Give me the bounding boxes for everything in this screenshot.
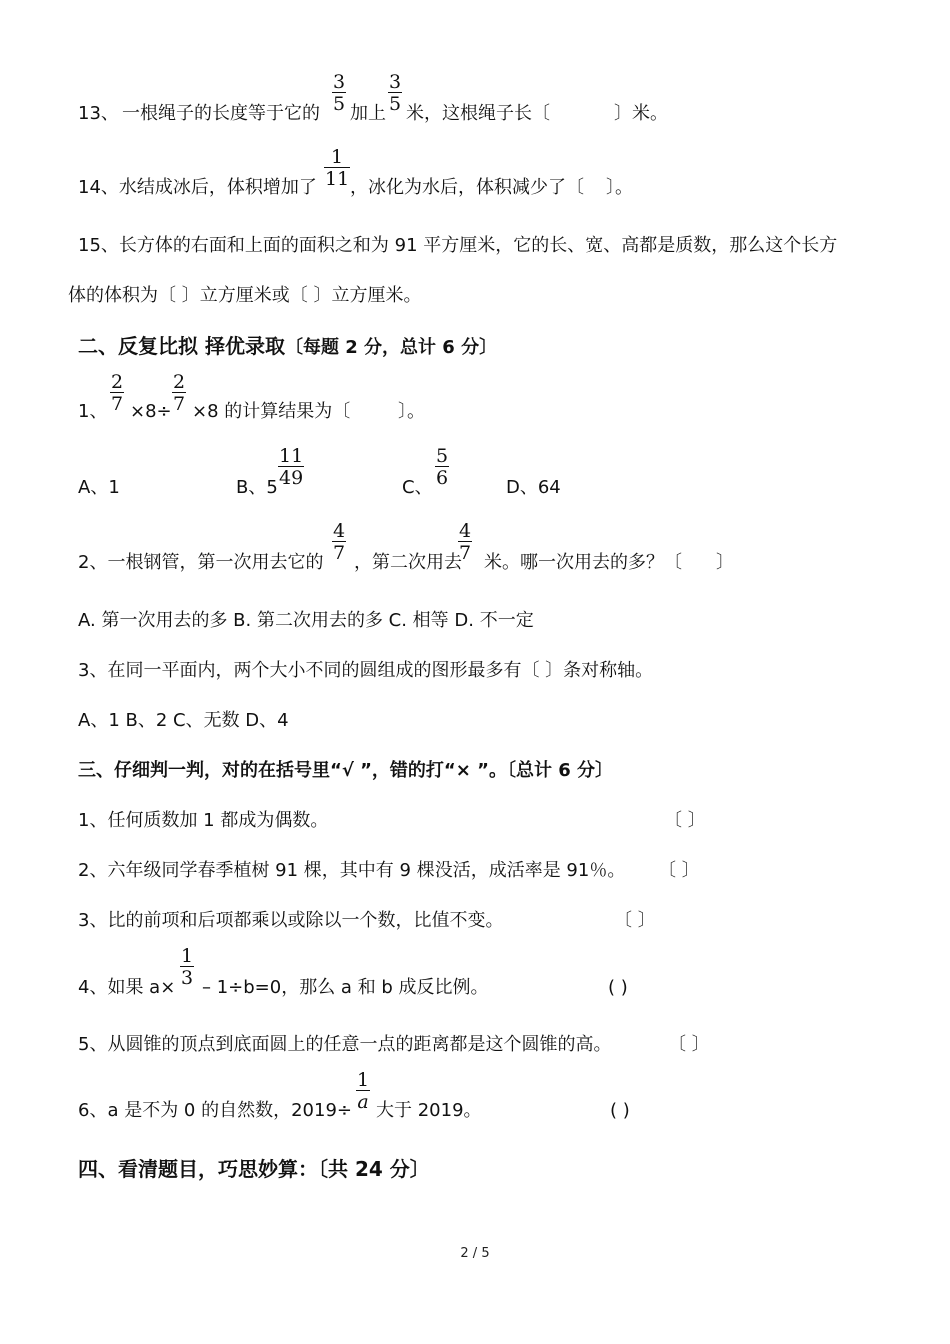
s2q2-text-b: ，第二次用去: [354, 552, 462, 573]
numerator: 2: [173, 371, 186, 393]
s3q6-answer-bracket: ( ): [610, 1100, 630, 1121]
q15-line-2: 体的体积为〔 〕立方厘米或〔 〕立方厘米。: [68, 285, 422, 306]
s2q1-fraction-2: [172, 372, 186, 415]
section-4-heading: 四、看清题目，巧思妙算：〔共 24 分〕: [78, 1157, 430, 1181]
denominator: a: [357, 1091, 369, 1113]
s3q3-text: 3、比的前项和后项都乘以或除以一个数，比值不变。: [78, 910, 504, 931]
denominator: 7: [111, 393, 124, 415]
denominator: 49: [279, 467, 304, 489]
numerator: 1: [357, 1069, 370, 1091]
denominator: 6: [436, 467, 449, 489]
s2q2-text-c: 米。哪一次用去的多？〔: [484, 552, 682, 573]
s2q1-number: 1、: [78, 401, 108, 422]
s2q3-text: 3、在同一平面内，两个大小不同的圆组成的图形最多有〔 〕条对称轴。: [78, 660, 654, 681]
numerator: 3: [389, 71, 402, 93]
s2q2-text-d: 〕: [716, 552, 734, 573]
q14-text-a: 14、水结成冰后，体积增加了: [78, 177, 317, 198]
s2q1-text-c: ×8 的计算结果为〔: [192, 401, 351, 422]
s3q4-text-b: – 1÷b=0，那么 a 和 b 成反比例。: [202, 977, 489, 998]
q13-text-c: 米，这根绳子长〔: [406, 103, 550, 124]
denominator: 5: [389, 93, 402, 115]
s2q2-fraction-2: [458, 521, 472, 564]
s3q4-fraction: [180, 946, 194, 989]
s3q5-text: 5、从圆锥的顶点到底面圆上的任意一点的距离都是这个圆锥的高。: [78, 1034, 612, 1055]
s3q3-answer-bracket: 〔 〕: [614, 910, 656, 931]
denominator: 3: [181, 967, 194, 989]
section-2-title: 二、反复比拟 择优录取: [78, 334, 285, 358]
s2q1-text-d: 〕。: [398, 401, 425, 422]
q15-line-1: 15、长方体的右面和上面的面积之和为 91 平方厘米，它的长、宽、高都是质数，那么这个长方: [78, 235, 838, 256]
numerator: 4: [459, 520, 472, 542]
numerator: 5: [436, 445, 449, 467]
s3q4-text-a: 4、如果 a×: [78, 977, 176, 998]
s2q2-text-a: 2、一根钢管，第一次用去它的: [78, 552, 324, 573]
numerator: 3: [333, 71, 346, 93]
s2q1-option-d: D、64: [506, 477, 561, 498]
q14-text-c: 〕。: [606, 177, 633, 198]
s2q1-option-b-fraction: [278, 446, 304, 489]
numerator: 1: [181, 945, 194, 967]
section-2-note: 〔每题 2 分，总计 6 分〕: [284, 337, 498, 358]
page-number: 2 / 5: [460, 1246, 490, 1261]
s3q6-fraction: [356, 1070, 370, 1113]
s3q2-text: 2、六年级同学春季植树 91 棵，其中有 9 棵没活，成活率是 91％。: [78, 860, 626, 881]
q13-number: 13、: [78, 103, 119, 124]
denominator: 7: [173, 393, 186, 415]
s3q6-text-b: 大于 2019。: [376, 1100, 482, 1121]
s3q1-answer-bracket: 〔 〕: [664, 810, 706, 831]
denominator: 11: [325, 168, 350, 190]
s2q1-option-c: C、: [402, 477, 433, 498]
s3q1-text: 1、任何质数加 1 都成为偶数。: [78, 810, 329, 831]
s3q4-answer-bracket: ( ): [608, 977, 628, 998]
numerator: 11: [279, 445, 304, 467]
q13-text-b: 加上: [350, 103, 386, 124]
s2q3-options: A、1 B、2 C、无数 D、4: [78, 710, 289, 731]
s2q1-option-c-fraction: [435, 446, 449, 489]
q13-fraction-1: [332, 72, 346, 115]
s3q5-answer-bracket: 〔 〕: [668, 1034, 710, 1055]
denominator: 7: [333, 542, 346, 564]
q13-text-d: 〕米。: [614, 103, 668, 124]
s2q1-option-a: A、1: [78, 477, 120, 498]
denominator: 5: [333, 93, 346, 115]
s2q2-options: A. 第一次用去的多 B. 第二次用去的多 C. 相等 D. 不一定: [78, 610, 534, 631]
q13-text-a: 一根绳子的长度等于它的: [122, 103, 320, 124]
numerator: 2: [111, 371, 124, 393]
section-3-heading: 三、仔细判一判，对的在括号里“√ ”，错的打“× ”。〔总计 6 分〕: [78, 760, 613, 781]
q14-text-b: ，冰化为水后，体积减少了〔: [350, 177, 584, 198]
s3q2-answer-bracket: 〔 〕: [658, 860, 700, 881]
s2q1-fraction-1: [110, 372, 124, 415]
denominator: 7: [459, 542, 472, 564]
s2q2-fraction-1: [332, 521, 346, 564]
numerator: 4: [333, 520, 346, 542]
q13-fraction-2: [388, 72, 402, 115]
s2q1-text-b: ×8÷: [130, 401, 172, 422]
s3q6-text-a: 6、a 是不为 0 的自然数，2019÷: [78, 1100, 352, 1121]
s2q1-option-b: B、5: [236, 477, 278, 498]
numerator: 1: [324, 147, 350, 168]
q14-fraction: [324, 147, 350, 190]
section-2-heading: [78, 334, 497, 360]
